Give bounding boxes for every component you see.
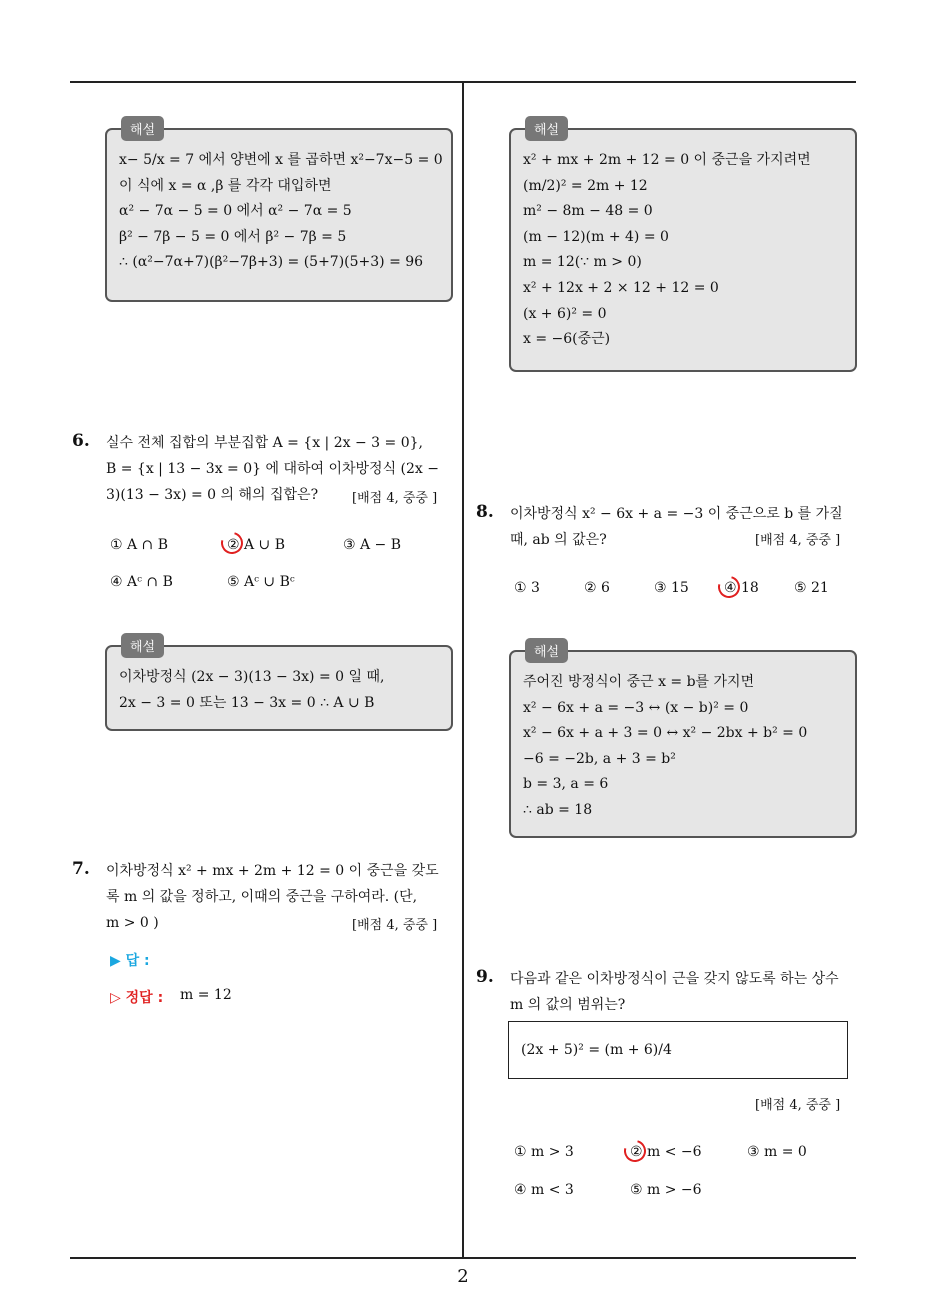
solution-line: β² − 7β − 5 = 0 에서 β² − 7β = 5	[119, 228, 347, 245]
solution-tag: 해설	[121, 116, 164, 141]
option-2[interactable]: ② A ∪ B	[227, 537, 286, 553]
question-line: m > 0 )	[106, 915, 159, 931]
solution-tag: 해설	[525, 116, 568, 141]
equation: (2x + 5)² = (m + 6)/4	[521, 1042, 672, 1058]
option-5[interactable]: ⑤ m > −6	[630, 1182, 702, 1198]
solution-line: α² − 7α − 5 = 0 에서 α² − 7α = 5	[119, 203, 352, 220]
option-3[interactable]: ③ 15	[654, 580, 689, 596]
column-divider	[462, 83, 464, 1259]
question-line: 이차방정식 x² − 6x + a = −3 이 중근으로 b 를 가질	[510, 506, 843, 522]
solution-line: 이 식에 x = α ,β 를 각각 대입하면	[119, 177, 332, 194]
solution-line: x² − 6x + a = −3 ↔ (x − b)² = 0	[523, 699, 749, 716]
option-4[interactable]: ④ 18	[724, 580, 759, 596]
question-line: m 의 값의 범위는?	[510, 997, 626, 1013]
option-3[interactable]: ③ m = 0	[747, 1144, 807, 1160]
selected-answer-mark	[714, 572, 744, 602]
solution-line: ∴ (α²−7α+7)(β²−7β+3) = (5+7)(5+3) = 96	[119, 254, 424, 271]
question-line: 이차방정식 x² + mx + 2m + 12 = 0 이 중근을 갖도	[106, 863, 439, 879]
equation-box	[508, 1021, 848, 1079]
q6-solution-box	[105, 640, 453, 731]
option-3[interactable]: ③ A − B	[343, 537, 402, 553]
option-5[interactable]: ⑤ 21	[794, 580, 829, 596]
option-2[interactable]: ② 6	[584, 580, 610, 596]
q7-solution-box	[509, 123, 857, 372]
score-meta: [배점 4, 중중 ]	[352, 491, 438, 506]
score-meta: [배점 4, 중중 ]	[352, 918, 438, 933]
solution-tag: 해설	[525, 638, 568, 663]
question-number: 8.	[476, 502, 494, 522]
question-number: 6.	[72, 431, 90, 451]
question-line: 실수 전체 집합의 부분집합 A = {x | 2x − 3 = 0},	[106, 435, 423, 451]
solution-line: 이차방정식 (2x − 3)(13 − 3x) = 0 일 때,	[119, 669, 385, 685]
score-meta: [배점 4, 중중 ]	[755, 1098, 841, 1113]
option-4[interactable]: ④ m < 3	[514, 1182, 574, 1198]
solution-line: −6 = −2b, a + 3 = b²	[523, 750, 676, 767]
bottom-rule	[70, 1257, 856, 1259]
score-meta: [배점 4, 중중 ]	[755, 533, 841, 548]
option-1[interactable]: ① A ∩ B	[110, 537, 169, 553]
solution-line: 2x − 3 = 0 또는 13 − 3x = 0 ∴ A ∪ B	[119, 694, 375, 711]
q8-solution-box	[509, 645, 857, 838]
solution-line: x² + 12x + 2 × 12 + 12 = 0	[523, 279, 719, 296]
solution-line: ∴ ab = 18	[523, 801, 593, 818]
solution-line: 주어진 방정식이 중근 x = b를 가지면	[523, 674, 755, 690]
option-1[interactable]: ① m > 3	[514, 1144, 574, 1160]
solution-line: m² − 8m − 48 = 0	[523, 203, 653, 220]
correct-answer-value: m = 12	[180, 987, 232, 1003]
question-line: B = {x | 13 − 3x = 0} 에 대하여 이차방정식 (2x −	[106, 461, 439, 477]
solution-line: x² + mx + 2m + 12 = 0 이 중근을 가지려면	[523, 152, 811, 168]
solution-line: x² − 6x + a + 3 = 0 ↔ x² − 2bx + b² = 0	[523, 725, 808, 742]
question-text	[510, 966, 860, 1018]
selected-answer-mark	[217, 528, 247, 558]
solution-line: x− 5/x = 7 에서 양변에 x 를 곱하면 x²−7x−5 = 0	[119, 152, 443, 168]
question-line: 다음과 같은 이차방정식이 근을 갖지 않도록 하는 상수	[510, 971, 839, 987]
q5-solution-box	[105, 123, 453, 302]
solution-line: (m − 12)(m + 4) = 0	[523, 228, 669, 245]
option-1[interactable]: ① 3	[514, 580, 540, 596]
solution-line: (x + 6)² = 0	[523, 305, 607, 322]
question-line: 3)(13 − 3x) = 0 의 해의 집합은?	[106, 487, 319, 503]
solution-line: x = −6(중근)	[523, 331, 611, 348]
question-number: 9.	[476, 967, 494, 987]
answer-label: ▶ 답 :	[110, 953, 150, 969]
solution-line: (m/2)² = 2m + 12	[523, 177, 648, 194]
question-line: 록 m 의 값을 정하고, 이때의 중근을 구하여라. (단,	[106, 889, 418, 905]
solution-line: m = 12(∵ m > 0)	[523, 254, 642, 271]
page-number: 2	[457, 1266, 469, 1287]
question-line: 때, ab 의 값은?	[510, 532, 607, 548]
option-5[interactable]: ⑤ Aᶜ ∪ Bᶜ	[227, 574, 295, 590]
correct-answer-label: ▷ 정답 :	[110, 990, 164, 1006]
selected-answer-mark	[620, 1136, 650, 1166]
solution-line: b = 3, a = 6	[523, 776, 609, 793]
solution-tag: 해설	[121, 633, 164, 658]
question-number: 7.	[72, 859, 90, 879]
option-4[interactable]: ④ Aᶜ ∩ B	[110, 574, 173, 590]
option-2[interactable]: ② m < −6	[630, 1144, 702, 1160]
